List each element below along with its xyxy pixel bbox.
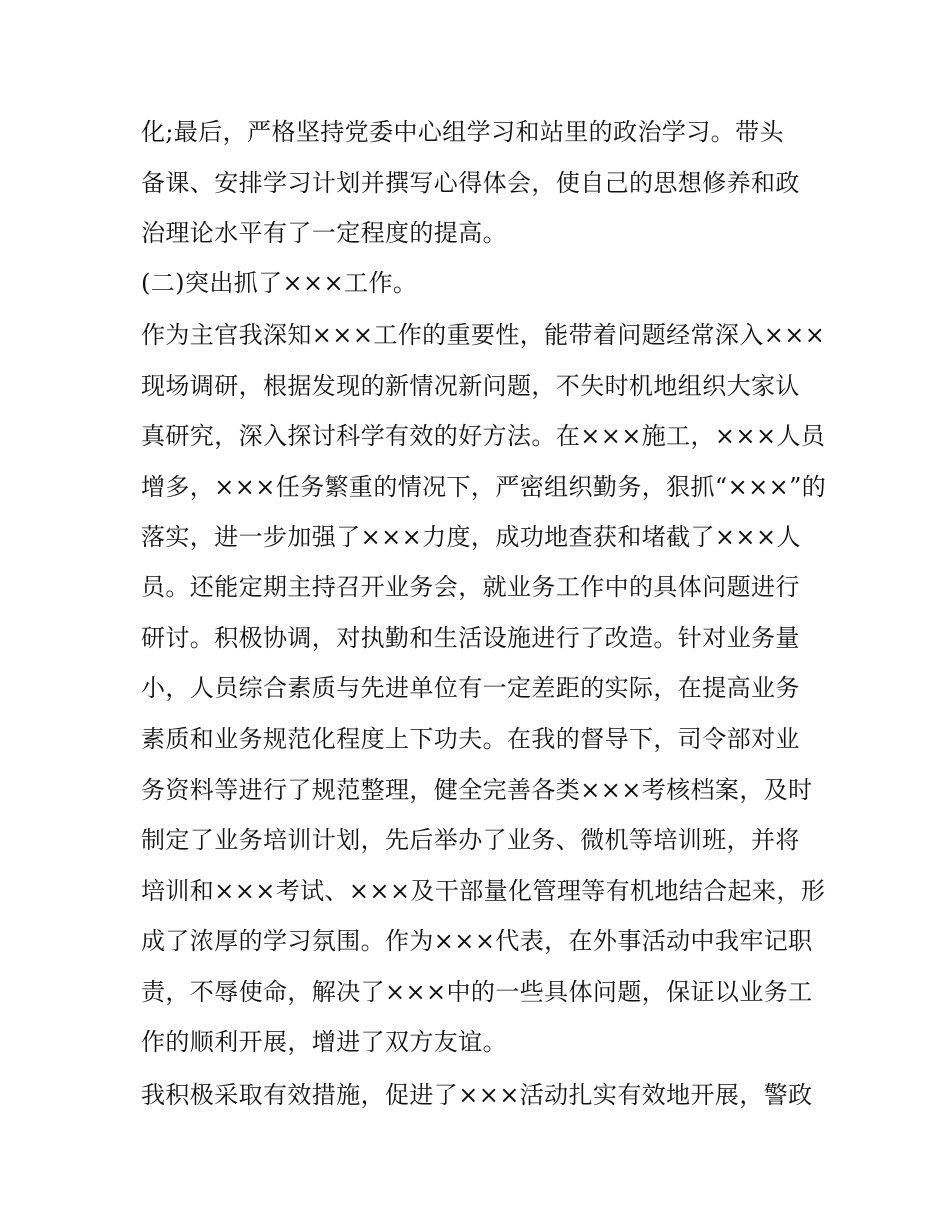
text-line: 制定了业务培训计划，先后举办了业务、微机等培训班，并将 <box>141 826 800 854</box>
text-line: 责，不辱使命，解决了×××中的一些具体问题，保证以业务工 <box>141 978 813 1006</box>
text-line: 小，人员综合素质与先进单位有一定差距的实际，在提高业务 <box>141 674 800 702</box>
text-line: 增多，×××任务繁重的情况下，严密组织勤务，狠抓“×××”的 <box>141 473 827 501</box>
text-line: 真研究，深入探讨科学有效的好方法。在×××施工，×××人员 <box>141 422 826 450</box>
text-line: 落实，进一步加强了×××力度，成功地查获和堵截了×××人 <box>141 523 801 551</box>
text-line: 作的顺利开展，增进了双方友谊。 <box>141 1028 507 1056</box>
text-line: 化;最后，严格坚持党委中心组学习和站里的政治学习。带头 <box>141 118 784 146</box>
text-line: 治理论水平有了一定程度的提高。 <box>141 219 507 247</box>
text-line: 素质和业务规范化程度上下功夫。在我的督导下，司令部对业 <box>141 725 800 753</box>
text-line: 我积极采取有效措施，促进了×××活动扎实有效地开展，警政 <box>141 1081 813 1109</box>
section-heading: (二)突出抓了×××工作。 <box>141 269 418 297</box>
text-line: 现场调研，根据发现的新情况新问题，不失时机地组织大家认 <box>141 372 800 400</box>
text-line: 研讨。积极协调，对执勤和生活设施进行了改造。针对业务量 <box>141 624 800 652</box>
text-line: 成了浓厚的学习氛围。作为×××代表，在外事活动中我牢记职 <box>141 927 813 955</box>
text-line: 务资料等进行了规范整理，健全完善各类×××考核档案，及时 <box>141 776 813 804</box>
text-line: 员。还能定期主持召开业务会，就业务工作中的具体问题进行 <box>141 573 800 601</box>
text-line: 培训和×××考试、×××及干部量化管理等有机地结合起来，形 <box>141 877 826 905</box>
text-line: 备课、安排学习计划并撰写心得体会，使自己的思想修养和政 <box>141 169 800 197</box>
text-line: 作为主官我深知×××工作的重要性，能带着问题经常深入××× <box>141 321 826 349</box>
